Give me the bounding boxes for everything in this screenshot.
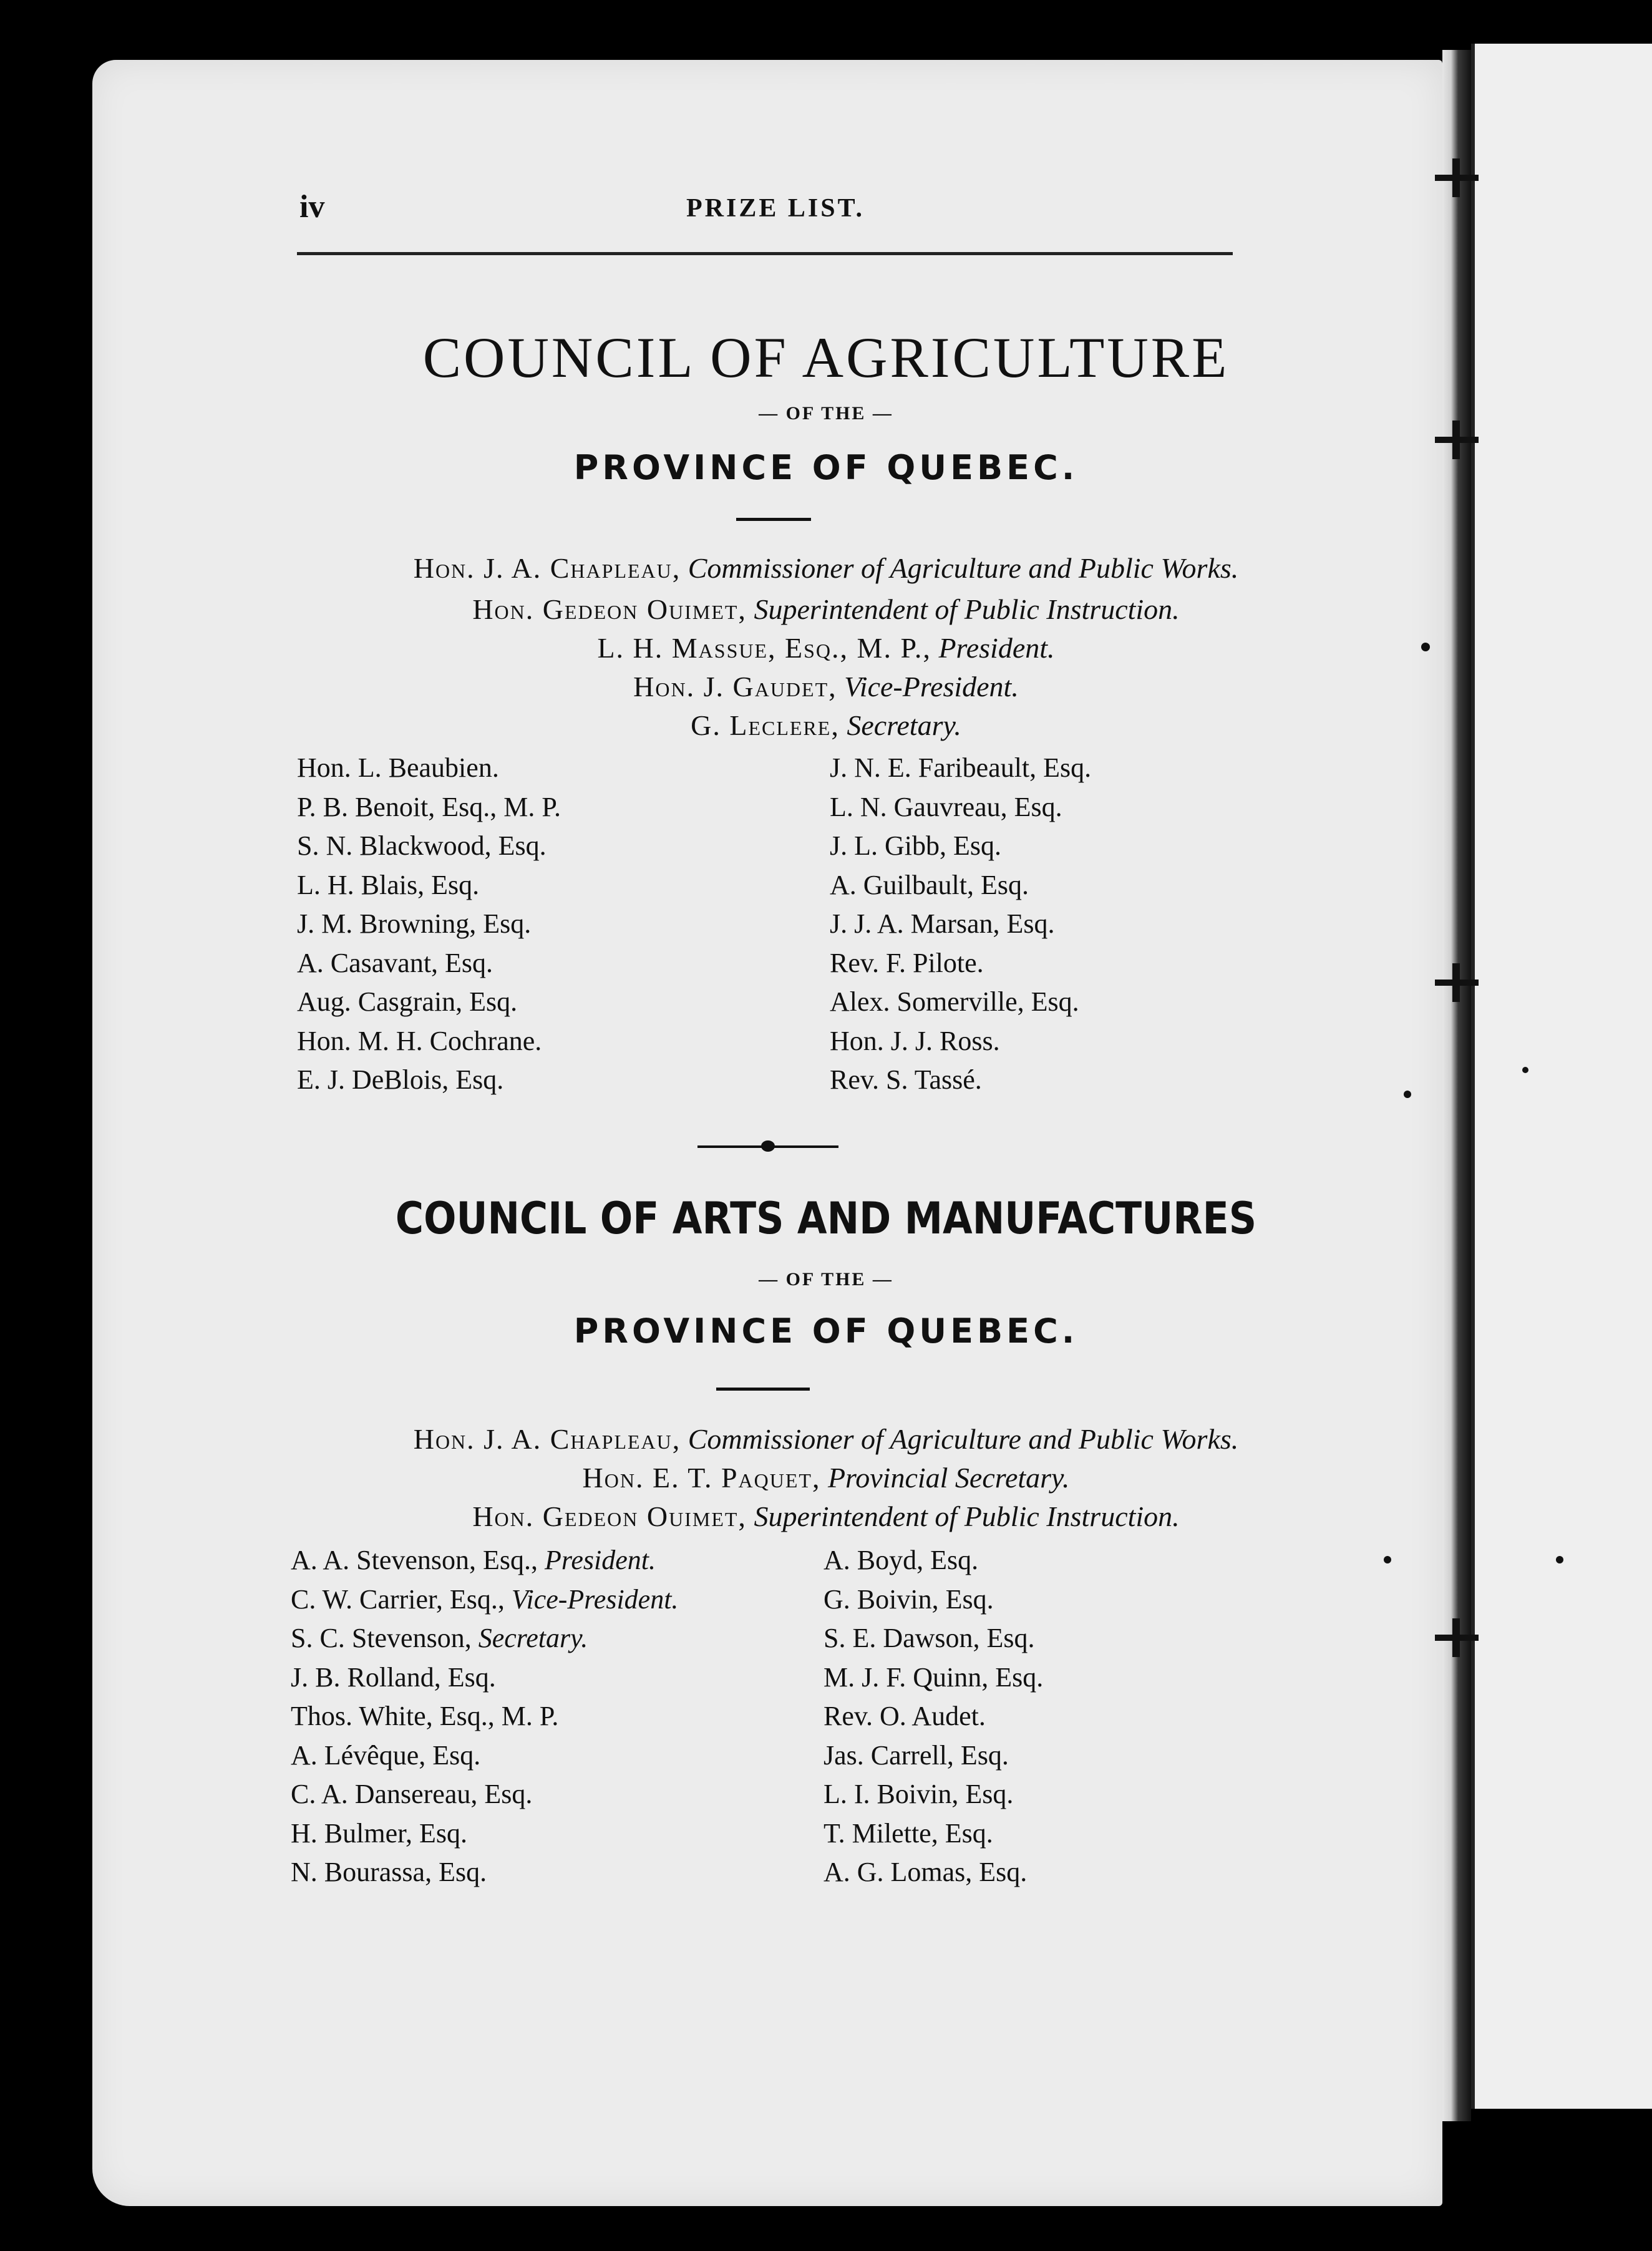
binding-stitch [1435, 175, 1479, 181]
member-entry: J. M. Browning, Esq. [297, 908, 532, 939]
member-entry [291, 1619, 678, 1658]
member-entry: Alex. Somerville, Esq. [830, 986, 1079, 1017]
header-rule [297, 252, 1233, 255]
running-title: PRIZE LIST. [686, 194, 865, 223]
member-entry: J. J. A. Marsan, Esq. [830, 908, 1055, 939]
officer-name: Hon. Gedeon Ouimet, [472, 593, 747, 625]
member-name: Thos. White, Esq., M. P. [291, 1701, 559, 1731]
member-name: C. A. Dansereau, Esq. [291, 1779, 533, 1809]
member-entry [291, 1736, 678, 1776]
binding-stitch [1435, 1635, 1479, 1641]
member-entry: M. J. F. Quinn, Esq. [824, 1661, 1044, 1693]
member-entry: J. L. Gibb, Esq. [830, 830, 1001, 861]
page-number: iv [299, 189, 325, 225]
officer-name: Hon. E. T. Paquet, [582, 1462, 821, 1494]
member-entry: T. Milette, Esq. [824, 1817, 993, 1849]
arts-province: PROVINCE OF QUEBEC. [573, 1311, 1079, 1351]
member-name: H. Bulmer, Esq. [291, 1817, 467, 1849]
agriculture-members-right [830, 749, 1091, 1100]
officer-name: Hon. Gedeon Ouimet, [472, 1500, 747, 1532]
officer-role: Commissioner of Agriculture and Public Works. [688, 552, 1239, 584]
member-entry [291, 1580, 678, 1620]
arts-officer [0, 1420, 1652, 1459]
member-entry [291, 1853, 678, 1892]
member-name: A. A. Stevenson, Esq., [291, 1545, 538, 1575]
member-entry [291, 1697, 678, 1736]
member-entry: S. E. Dawson, Esq. [824, 1623, 1035, 1653]
member-entry: P. B. Benoit, Esq., M. P. [297, 791, 561, 822]
member-entry: Jas. Carrell, Esq. [824, 1739, 1009, 1771]
scan-speck [1404, 1091, 1411, 1098]
member-entry: Rev. F. Pilote. [830, 947, 984, 978]
member-entry: A. Casavant, Esq. [297, 947, 493, 978]
member-entry: G. Boivin, Esq. [824, 1583, 994, 1615]
officer-role: Vice-President. [844, 671, 1019, 703]
section-rule [716, 1388, 810, 1391]
member-role: President. [545, 1545, 656, 1575]
member-entry: Hon. M. H. Cochrane. [297, 1025, 542, 1056]
arts-members-right [824, 1541, 1043, 1892]
officer-name: Hon. J. Gaudet, [633, 671, 837, 703]
binding-stitch [1435, 437, 1479, 443]
scan-speck [1522, 1067, 1528, 1073]
officer-role: Provincial Secretary. [827, 1462, 1070, 1494]
member-name: C. W. Carrier, Esq., [291, 1583, 505, 1615]
agriculture-officer [0, 549, 1652, 588]
member-entry [291, 1814, 678, 1854]
agriculture-council-title: COUNCIL OF AGRICULTURE [422, 326, 1230, 389]
member-entry: L. N. Gauvreau, Esq. [830, 791, 1062, 822]
agriculture-of-the: — OF THE — [759, 403, 893, 424]
member-entry [291, 1541, 678, 1580]
officer-role: President. [938, 632, 1055, 664]
member-entry: Rev. O. Audet. [824, 1701, 986, 1731]
scan-speck [1556, 1556, 1563, 1563]
member-entry: J. N. E. Faribeault, Esq. [830, 752, 1092, 783]
officer-role: Commissioner of Agriculture and Public Works. [688, 1423, 1239, 1455]
divider-ornament [761, 1140, 775, 1152]
running-head [299, 188, 1235, 226]
binding-stitch [1435, 980, 1479, 986]
section-rule [736, 518, 811, 521]
member-entry: A. Guilbault, Esq. [830, 869, 1029, 900]
arts-officer [0, 1497, 1652, 1536]
member-role: Vice-President. [511, 1583, 679, 1615]
arts-members-left [291, 1541, 678, 1892]
officer-name: Hon. J. A. Chapleau, [413, 552, 681, 584]
agriculture-members-left [297, 749, 561, 1100]
agriculture-officer [0, 706, 1652, 745]
officer-role: Superintendent of Public Instruction. [754, 1500, 1180, 1532]
member-name: J. B. Rolland, Esq. [291, 1661, 496, 1693]
member-entry: E. J. DeBlois, Esq. [297, 1064, 504, 1095]
agriculture-officer [0, 629, 1652, 668]
member-name: N. Bourassa, Esq. [291, 1857, 487, 1887]
member-entry: Hon. J. J. Ross. [830, 1025, 1000, 1056]
member-entry: Rev. S. Tassé. [830, 1064, 982, 1095]
officer-name: L. H. Massue, Esq., M. P., [597, 632, 931, 664]
arts-council-title: COUNCIL OF ARTS AND MANUFACTURES [395, 1193, 1257, 1244]
arts-of-the: — OF THE — [759, 1269, 893, 1290]
officer-name: Hon. J. A. Chapleau, [413, 1423, 681, 1455]
member-entry: Aug. Casgrain, Esq. [297, 986, 518, 1017]
member-entry: Hon. L. Beaubien. [297, 752, 499, 783]
agriculture-officer [0, 590, 1652, 629]
member-entry [291, 1775, 678, 1814]
member-entry: L. H. Blais, Esq. [297, 869, 480, 900]
member-role: Secretary. [478, 1623, 588, 1653]
officer-name: G. Leclere, [691, 709, 840, 741]
member-name: A. Lévêque, Esq. [291, 1739, 481, 1771]
officer-role: Superintendent of Public Instruction. [754, 593, 1180, 625]
member-name: S. C. Stevenson, [291, 1623, 472, 1653]
member-entry: S. N. Blackwood, Esq. [297, 830, 547, 861]
agriculture-officer [0, 668, 1652, 706]
agriculture-province: PROVINCE OF QUEBEC. [573, 448, 1079, 487]
member-entry: L. I. Boivin, Esq. [824, 1779, 1014, 1809]
officer-role: Secretary. [847, 709, 961, 741]
scan-speck [1421, 643, 1430, 651]
scan-speck [1384, 1556, 1391, 1563]
arts-officer [0, 1459, 1652, 1497]
member-entry [291, 1658, 678, 1698]
member-entry: A. Boyd, Esq. [824, 1545, 979, 1575]
member-entry: A. G. Lomas, Esq. [824, 1857, 1028, 1887]
